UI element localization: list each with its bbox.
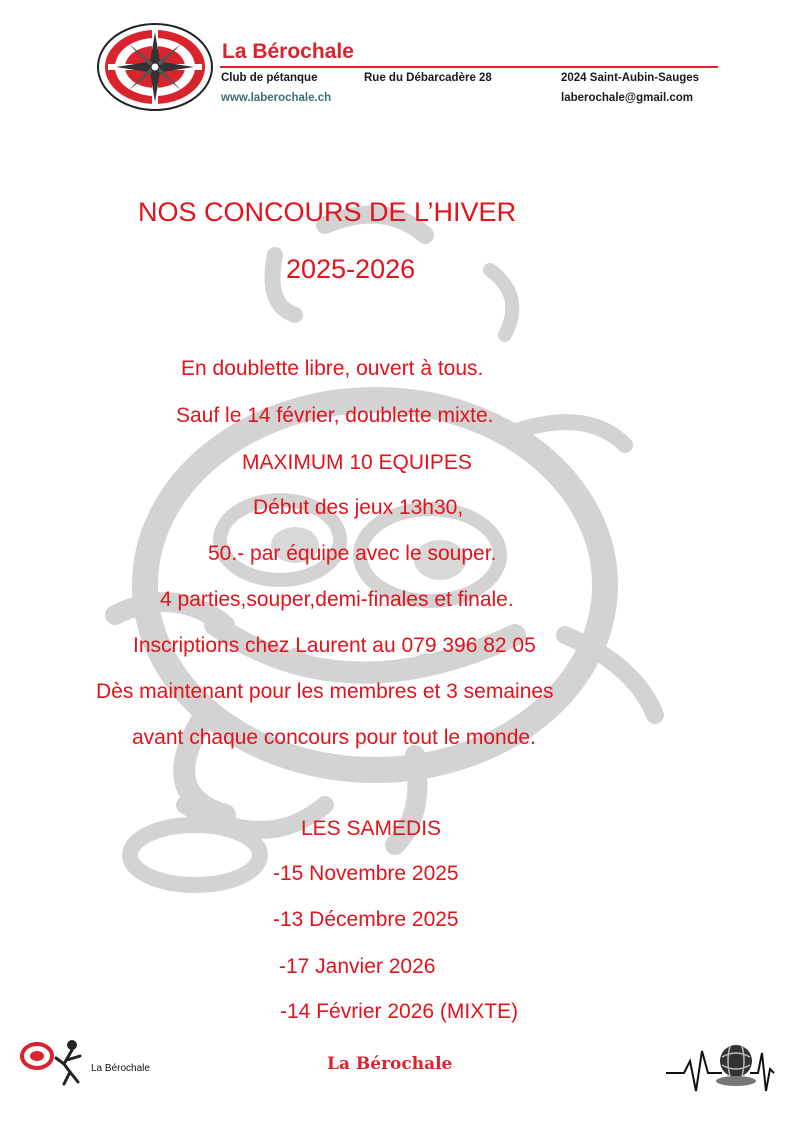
header-rule	[220, 66, 718, 68]
info-line: Sauf le 14 février, doublette mixte.	[176, 404, 494, 427]
footer-logo-small	[20, 1038, 88, 1090]
heartbeat-boules-icon	[664, 1033, 776, 1097]
info-line: En doublette libre, ouvert à tous.	[181, 357, 484, 380]
date-item: -15 Novembre 2025	[273, 862, 459, 885]
club-email-link[interactable]: laberochale@gmail.com	[561, 92, 694, 104]
dates-heading: LES SAMEDIS	[301, 817, 442, 840]
footer-logo-text: La Bérochale	[91, 1063, 150, 1074]
date-item: -13 Décembre 2025	[273, 908, 459, 931]
date-item: -14 Février 2026 (MIXTE)	[280, 1000, 519, 1023]
info-line: Début des jeux 13h30,	[253, 496, 464, 519]
club-name: La Bérochale	[222, 40, 354, 63]
footer-club-name: La Bérochale	[327, 1054, 453, 1074]
info-line: MAXIMUM 10 EQUIPES	[242, 451, 472, 474]
club-type: Club de pétanque	[221, 72, 318, 84]
info-line: 4 parties,souper,demi-finales et finale.	[160, 588, 514, 611]
info-line: avant chaque concours pour tout le monde.	[132, 726, 536, 749]
title-line-2: 2025-2026	[286, 254, 416, 284]
info-line: 50.- par équipe avec le souper.	[208, 542, 497, 565]
title-line-1: NOS CONCOURS DE L’HIVER	[138, 197, 517, 227]
club-street: Rue du Débarcadère 28	[364, 72, 492, 84]
info-line: Dès maintenant pour les membres et 3 semaines	[96, 680, 554, 703]
club-website-link[interactable]: www.laberochale.ch	[221, 92, 332, 104]
date-item: -17 Janvier 2026	[279, 955, 436, 978]
club-logo	[96, 22, 214, 112]
club-city: 2024 Saint-Aubin-Sauges	[561, 72, 700, 84]
info-line: Inscriptions chez Laurent au 079 396 82 05	[133, 634, 536, 657]
